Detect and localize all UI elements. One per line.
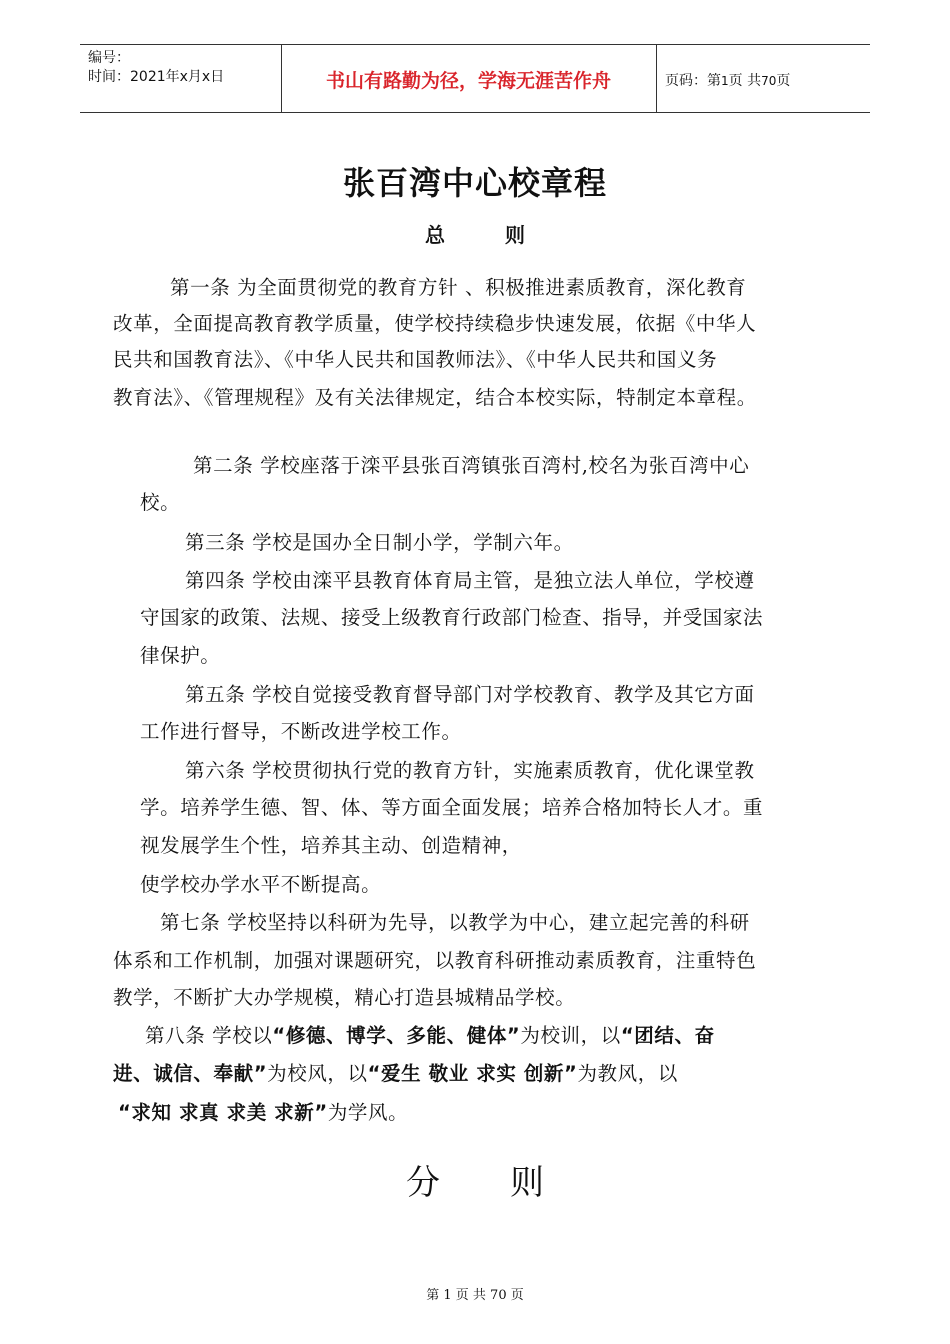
header-top-rule xyxy=(80,44,870,45)
page-mid: 页 共 xyxy=(728,73,762,89)
teaching-style: “爱生 敬业 求实 创新” xyxy=(367,1062,578,1085)
page-suffix: 页 xyxy=(776,73,791,89)
article-5-line: 工作进行督导，不断改进学校工作。 xyxy=(140,720,462,743)
article-7-line: 教学，不断扩大办学规模，精心打造县城精品学校。 xyxy=(113,986,576,1009)
document-header xyxy=(80,44,870,114)
header-divider xyxy=(656,44,657,113)
article-1-line: 第一条 为全面贯彻党的教育方针 、积极推进素质教育，深化教育 xyxy=(170,276,747,299)
page-total: 70 xyxy=(761,74,777,88)
article-8-text: 为学风。 xyxy=(327,1101,409,1124)
article-8-text: 为校训，以 xyxy=(520,1024,621,1047)
section-heading-general: 总则 xyxy=(425,223,585,247)
article-7-line: 第七条 学校坚持以科研为先导，以教学为中心，建立起完善的科研 xyxy=(160,911,750,934)
article-6-line: 使学校办学水平不断提高。 xyxy=(140,873,382,896)
study-style: “求知 求真 求美 求新” xyxy=(118,1101,328,1124)
article-6-line: 视发展学生个性，培养其主动、创造精神， xyxy=(140,834,522,857)
article-6-line: 第六条 学校贯彻执行党的教育方针，实施素质教育，优化课堂教 xyxy=(185,759,755,782)
header-bottom-rule xyxy=(80,112,870,113)
school-style-start: “团结、奋 xyxy=(620,1024,715,1047)
document-number-label: 编号： xyxy=(88,50,130,66)
document-date: 时间：2021年x月x日 xyxy=(88,69,225,85)
article-8-text: 为校风，以 xyxy=(267,1062,368,1085)
section-heading-detail: 分则 xyxy=(406,1163,614,1203)
article-8-text: 第八条 学校以 xyxy=(145,1024,273,1047)
article-6-line: 学。培养学生德、智、体、等方面全面发展；培养合格加特长人才。重 xyxy=(140,796,764,819)
article-2-line: 第二条 学校座落于滦平县张百湾镇张百湾村,校名为张百湾中心 xyxy=(193,454,750,477)
document-title: 张百湾中心校章程 xyxy=(342,164,607,202)
article-8-line xyxy=(113,1058,678,1086)
article-8-line xyxy=(118,1097,408,1125)
article-8-text: 为教风，以 xyxy=(577,1062,678,1085)
page-footer: 第 1 页 共 70 页 xyxy=(426,1288,524,1303)
header-motto: 书山有路勤为径，学海无涯苦作舟 xyxy=(325,70,611,92)
header-page-info xyxy=(665,70,790,90)
article-5-line: 第五条 学校自觉接受教育督导部门对学校教育、教学及其它方面 xyxy=(185,683,755,706)
article-7-line: 体系和工作机制，加强对课题研究，以教育科研推动素质教育，注重特色 xyxy=(113,949,757,972)
article-1-line: 民共和国教育法》、《中华人民共和国教师法》、《中华人民共和国义务 xyxy=(113,348,718,371)
article-1-line: 教育法》、《管理规程》及有关法律规定，结合本校实际，特制定本章程。 xyxy=(113,386,757,409)
article-3-line: 第三条 学校是国办全日制小学，学制六年。 xyxy=(185,531,574,554)
article-4-line: 守国家的政策、法规、接受上级教育行政部门检查、指导，并受国家法 xyxy=(140,606,764,629)
school-style-end: 进、诚信、奉献” xyxy=(113,1062,268,1085)
article-4-line: 律保护。 xyxy=(140,644,221,667)
page-prefix: 页码：第 xyxy=(665,73,721,89)
article-4-line: 第四条 学校由滦平县教育体育局主管，是独立法人单位，学校遵 xyxy=(185,569,755,592)
article-8-line xyxy=(145,1020,715,1048)
article-1-line: 改革，全面提高教育教学质量，使学校持续稳步快速发展，依据《中华人 xyxy=(113,312,757,335)
page-current: 1 xyxy=(721,74,729,88)
school-motto: “修德、博学、多能、健体” xyxy=(272,1024,521,1047)
article-2-line: 校。 xyxy=(140,491,181,514)
